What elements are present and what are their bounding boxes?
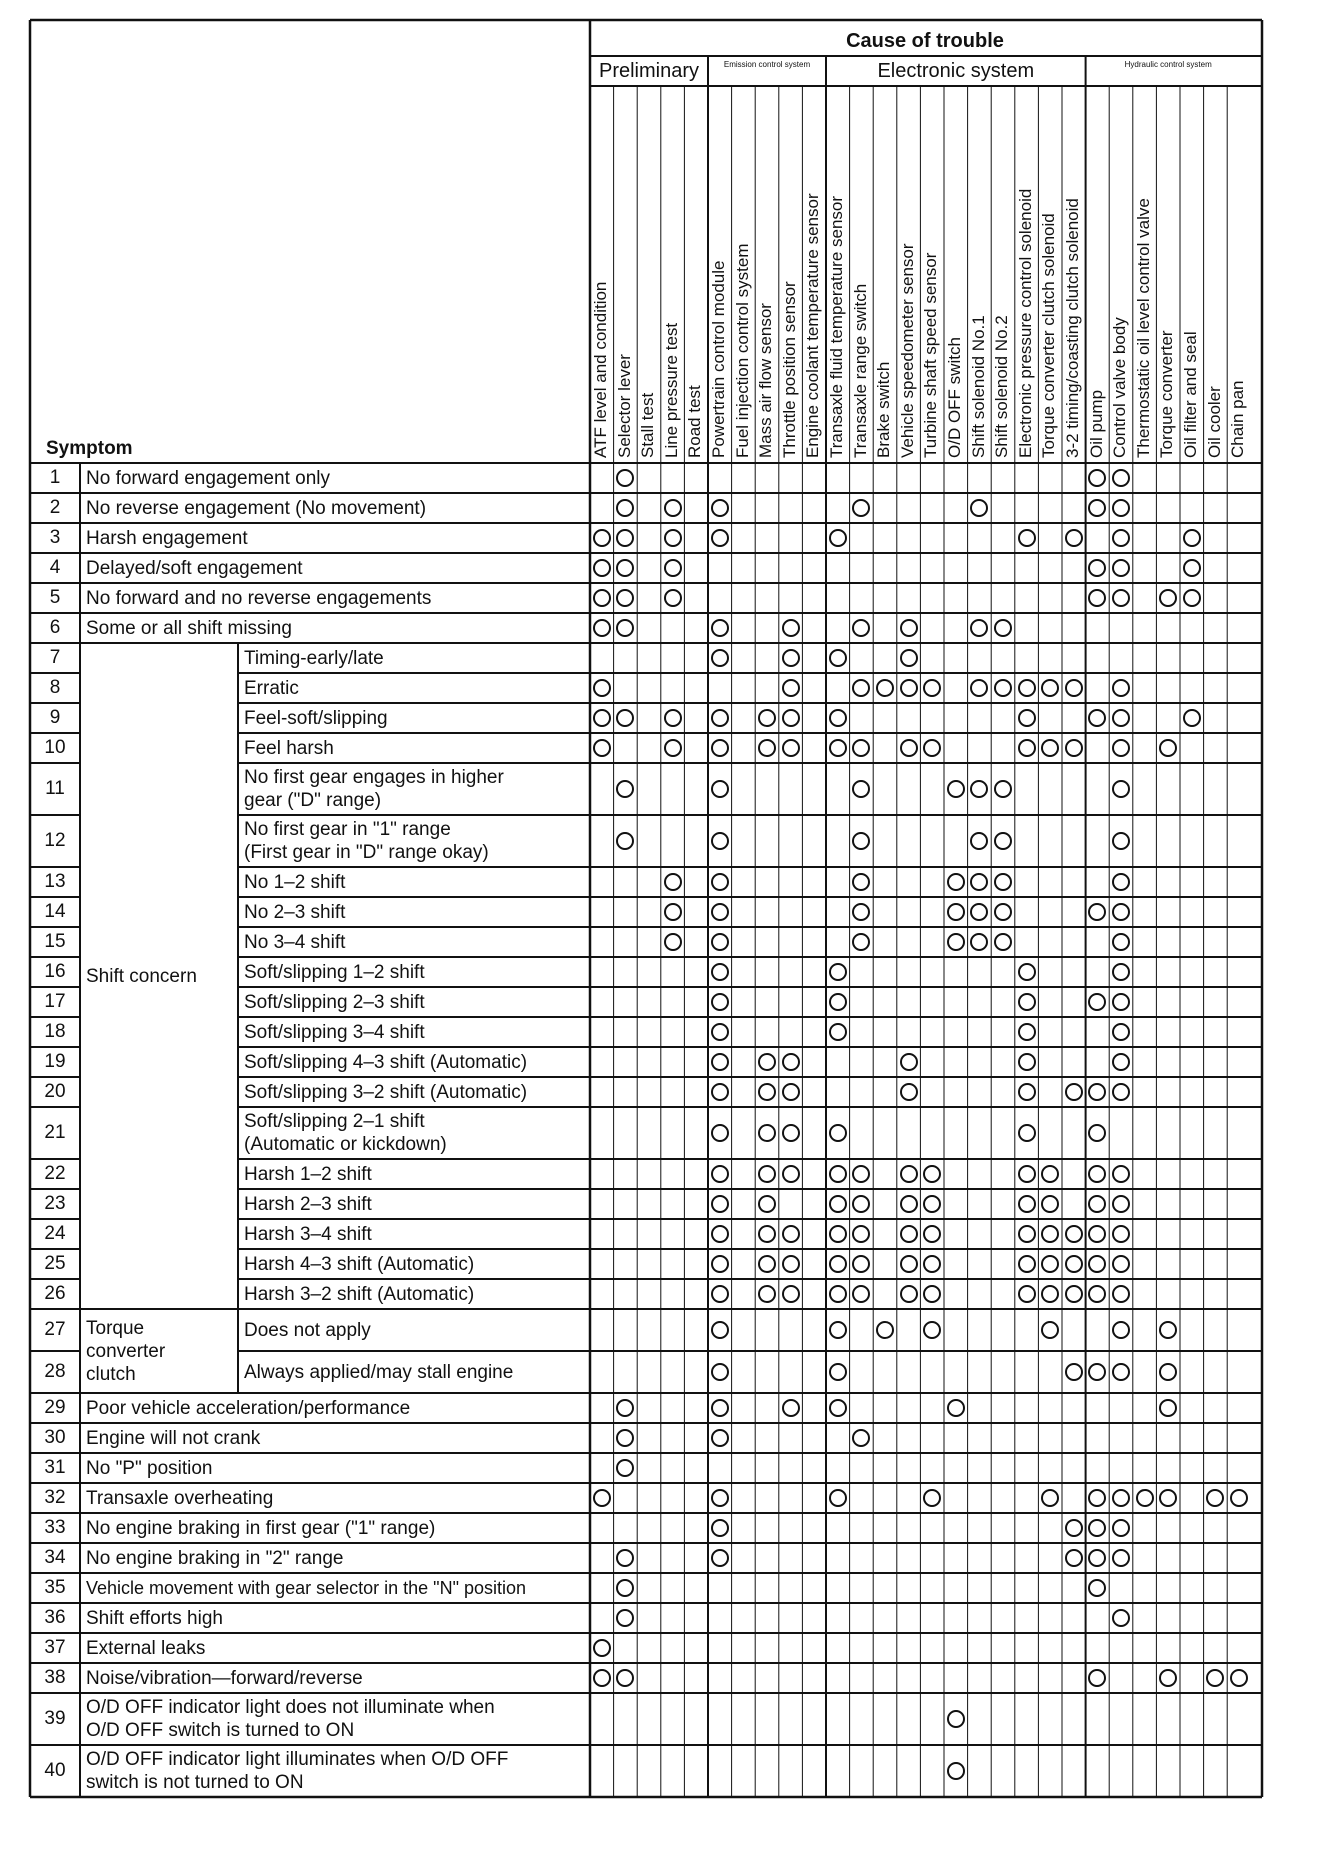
trouble-marker bbox=[758, 1124, 776, 1142]
trouble-marker bbox=[829, 1321, 847, 1339]
trouble-marker bbox=[1112, 933, 1130, 951]
trouble-marker bbox=[1136, 1489, 1154, 1507]
trouble-marker bbox=[782, 1255, 800, 1273]
row-number: 12 bbox=[44, 830, 66, 851]
trouble-marker bbox=[829, 993, 847, 1011]
trouble-marker bbox=[664, 559, 682, 577]
trouble-marker bbox=[900, 1285, 918, 1303]
cause-label: Shift solenoid No.2 bbox=[992, 315, 1012, 458]
symptom-text: Does not apply bbox=[244, 1319, 371, 1341]
trouble-marker bbox=[1018, 1225, 1036, 1243]
row-number: 19 bbox=[44, 1051, 66, 1072]
trouble-marker bbox=[782, 1165, 800, 1183]
group-label: Hydraulic control system bbox=[1124, 60, 1212, 69]
trouble-marker bbox=[900, 1195, 918, 1213]
trouble-marker bbox=[829, 1285, 847, 1303]
trouble-marker bbox=[829, 963, 847, 981]
trouble-marker bbox=[758, 739, 776, 757]
trouble-marker bbox=[664, 933, 682, 951]
trouble-marker bbox=[758, 1165, 776, 1183]
symptom-text: Harsh engagement bbox=[86, 527, 248, 549]
trouble-marker bbox=[1018, 1165, 1036, 1183]
row-number: 25 bbox=[44, 1253, 66, 1274]
trouble-marker bbox=[711, 529, 729, 547]
symptom-text: Erratic bbox=[244, 677, 299, 699]
trouble-marker bbox=[1065, 1549, 1083, 1567]
trouble-marker bbox=[829, 1363, 847, 1381]
trouble-marker bbox=[711, 1321, 729, 1339]
cause-label: Road test bbox=[685, 385, 705, 458]
trouble-marker bbox=[1112, 832, 1130, 850]
trouble-marker bbox=[758, 1083, 776, 1101]
trouble-marker bbox=[593, 1639, 611, 1657]
trouble-marker bbox=[782, 649, 800, 667]
row-number: 37 bbox=[44, 1637, 66, 1658]
trouble-marker bbox=[711, 1363, 729, 1381]
trouble-marker bbox=[947, 1710, 965, 1728]
trouble-marker bbox=[1230, 1489, 1248, 1507]
trouble-marker bbox=[664, 589, 682, 607]
symptom-text: Delayed/soft engagement bbox=[86, 557, 303, 579]
symptom-text: Soft/slipping 1–2 shift bbox=[244, 961, 425, 983]
trouble-marker bbox=[900, 1083, 918, 1101]
trouble-marker bbox=[711, 993, 729, 1011]
row-number: 8 bbox=[49, 677, 61, 698]
trouble-marker bbox=[1183, 529, 1201, 547]
trouble-marker bbox=[1018, 1195, 1036, 1213]
trouble-marker bbox=[1183, 589, 1201, 607]
trouble-marker bbox=[782, 739, 800, 757]
trouble-marker bbox=[664, 529, 682, 547]
row-number: 29 bbox=[44, 1397, 66, 1418]
row-number: 39 bbox=[44, 1708, 66, 1729]
symptom-text: Transaxle overheating bbox=[86, 1487, 274, 1509]
trouble-marker bbox=[1112, 1549, 1130, 1567]
symptom-text: Shift efforts high bbox=[86, 1607, 223, 1629]
trouble-marker bbox=[758, 1225, 776, 1243]
trouble-marker bbox=[829, 1399, 847, 1417]
trouble-marker bbox=[1112, 993, 1130, 1011]
row-number: 24 bbox=[44, 1223, 66, 1244]
trouble-marker bbox=[1112, 1053, 1130, 1071]
trouble-marker bbox=[711, 1429, 729, 1447]
row-number: 1 bbox=[49, 467, 61, 488]
trouble-marker bbox=[711, 1519, 729, 1537]
trouble-marker bbox=[1065, 1519, 1083, 1537]
symptom-text: Noise/vibration—forward/reverse bbox=[86, 1667, 363, 1689]
trouble-marker bbox=[994, 873, 1012, 891]
symptom-text: Soft/slipping 3–4 shift bbox=[244, 1021, 425, 1043]
cause-label: Selector lever bbox=[614, 354, 634, 458]
trouble-marker bbox=[1065, 739, 1083, 757]
trouble-marker bbox=[1018, 679, 1036, 697]
trouble-marker bbox=[711, 1489, 729, 1507]
trouble-marker bbox=[829, 739, 847, 757]
trouble-marker bbox=[1018, 993, 1036, 1011]
trouble-marker bbox=[1112, 1195, 1130, 1213]
trouble-marker bbox=[1112, 903, 1130, 921]
trouble-marker bbox=[1065, 679, 1083, 697]
trouble-marker bbox=[1112, 1023, 1130, 1041]
symptom-text: External leaks bbox=[86, 1637, 206, 1659]
group-label: Electronic system bbox=[877, 60, 1035, 82]
trouble-marker bbox=[994, 832, 1012, 850]
symptom-text: No engine braking in first gear ("1" range) bbox=[86, 1517, 436, 1539]
trouble-marker bbox=[829, 709, 847, 727]
trouble-marker bbox=[664, 739, 682, 757]
trouble-marker bbox=[994, 619, 1012, 637]
trouble-marker bbox=[1112, 1321, 1130, 1339]
trouble-marker bbox=[1018, 529, 1036, 547]
trouble-marker bbox=[829, 529, 847, 547]
trouble-marker bbox=[1112, 529, 1130, 547]
row-number: 33 bbox=[44, 1517, 66, 1538]
trouble-marker bbox=[947, 903, 965, 921]
trouble-marker bbox=[1112, 589, 1130, 607]
trouble-marker bbox=[1065, 1225, 1083, 1243]
trouble-marker bbox=[593, 679, 611, 697]
row-number: 23 bbox=[44, 1193, 66, 1214]
trouble-marker bbox=[782, 1083, 800, 1101]
trouble-marker bbox=[829, 1225, 847, 1243]
trouble-marker bbox=[664, 709, 682, 727]
symptom-text: No 2–3 shift bbox=[244, 901, 346, 923]
cause-label: Engine coolant temperature sensor bbox=[803, 193, 823, 458]
trouble-marker bbox=[711, 1285, 729, 1303]
row-number: 40 bbox=[44, 1760, 66, 1781]
trouble-marker bbox=[664, 499, 682, 517]
trouble-marker bbox=[593, 1669, 611, 1687]
trouble-marker bbox=[1112, 963, 1130, 981]
symptom-text: No 3–4 shift bbox=[244, 931, 346, 953]
trouble-marker bbox=[593, 709, 611, 727]
symptom-text: Harsh 2–3 shift bbox=[244, 1193, 372, 1215]
group-label: Emission control system bbox=[723, 60, 811, 69]
cause-label: Vehicle speedometer sensor bbox=[897, 243, 917, 458]
symptom-text: No "P" position bbox=[86, 1457, 213, 1479]
trouble-marker bbox=[711, 1225, 729, 1243]
trouble-marker bbox=[1018, 739, 1036, 757]
trouble-marker bbox=[711, 499, 729, 517]
symptom-text: Always applied/may stall engine bbox=[244, 1361, 514, 1383]
cause-label: Transaxle range switch bbox=[850, 283, 870, 458]
cause-label: Oil pump bbox=[1086, 389, 1106, 458]
trouble-marker bbox=[711, 780, 729, 798]
trouble-marker bbox=[1112, 1285, 1130, 1303]
cause-label: Oil filter and seal bbox=[1181, 331, 1200, 458]
trouble-marker bbox=[711, 1255, 729, 1273]
trouble-marker bbox=[1112, 1165, 1130, 1183]
symptom-text: Feel-soft/slipping bbox=[244, 707, 388, 729]
cause-label: Electronic pressure control solenoid bbox=[1015, 188, 1035, 458]
symptom-text: No first gear in "1" range (First gear in "D" range okay) bbox=[244, 819, 489, 863]
trouble-marker bbox=[900, 739, 918, 757]
symptom-text: Engine will not crank bbox=[86, 1427, 261, 1449]
trouble-marker bbox=[947, 1399, 965, 1417]
trouble-marker bbox=[1112, 1225, 1130, 1243]
trouble-marker bbox=[1065, 1285, 1083, 1303]
symptom-text: Soft/slipping 2–1 shift (Automatic or kickdown) bbox=[244, 1111, 447, 1155]
symptom-text: O/D OFF indicator light illuminates when O/D OFF switch is not turned to ON bbox=[86, 1749, 509, 1793]
trouble-marker bbox=[1112, 873, 1130, 891]
trouble-marker bbox=[1018, 709, 1036, 727]
symptom-text: Soft/slipping 4–3 shift (Automatic) bbox=[244, 1051, 528, 1073]
symptom-text: Soft/slipping 3–2 shift (Automatic) bbox=[244, 1081, 528, 1103]
row-number: 22 bbox=[44, 1163, 66, 1184]
trouble-marker bbox=[593, 589, 611, 607]
symptom-text: Poor vehicle acceleration/performance bbox=[86, 1397, 411, 1419]
trouble-marker bbox=[782, 1399, 800, 1417]
row-number: 27 bbox=[44, 1319, 66, 1340]
trouble-marker bbox=[1112, 709, 1130, 727]
trouble-marker bbox=[1112, 1489, 1130, 1507]
trouble-marker bbox=[900, 679, 918, 697]
trouble-marker bbox=[782, 619, 800, 637]
trouble-marker bbox=[1065, 529, 1083, 547]
trouble-marker bbox=[758, 709, 776, 727]
cause-label: ATF level and condition bbox=[591, 281, 610, 458]
trouble-marker bbox=[711, 1053, 729, 1071]
trouble-marker bbox=[711, 739, 729, 757]
trouble-marker bbox=[1018, 1053, 1036, 1071]
row-number: 17 bbox=[44, 991, 66, 1012]
trouble-marker bbox=[1230, 1669, 1248, 1687]
trouble-marker bbox=[1112, 1083, 1130, 1101]
trouble-marker bbox=[947, 873, 965, 891]
symptom-text: No first gear engages in higher gear ("D" range) bbox=[244, 767, 504, 811]
cause-label: Thermostatic oil level control valve bbox=[1133, 198, 1153, 458]
trouble-marker bbox=[711, 1399, 729, 1417]
cause-label: Line pressure test bbox=[661, 322, 681, 458]
symptom-text: No forward engagement only bbox=[86, 467, 330, 489]
row-number: 16 bbox=[44, 961, 66, 982]
trouble-marker bbox=[711, 1083, 729, 1101]
trouble-marker bbox=[711, 1195, 729, 1213]
row-number: 18 bbox=[44, 1021, 66, 1042]
trouble-marker bbox=[1065, 1255, 1083, 1273]
row-number: 34 bbox=[44, 1547, 66, 1568]
trouble-marker bbox=[994, 679, 1012, 697]
symptom-text: Timing-early/late bbox=[244, 647, 384, 669]
trouble-marker bbox=[829, 1255, 847, 1273]
category-label: Shift concern bbox=[86, 965, 197, 987]
row-number: 6 bbox=[49, 617, 61, 638]
trouble-marker bbox=[711, 963, 729, 981]
symptom-text: O/D OFF indicator light does not illuminate when O/D OFF switch is turned to ON bbox=[86, 1697, 495, 1741]
trouble-marker bbox=[1112, 679, 1130, 697]
trouble-marker bbox=[664, 903, 682, 921]
group-label: Preliminary bbox=[598, 60, 700, 82]
trouble-marker bbox=[1018, 1083, 1036, 1101]
trouble-marker bbox=[593, 619, 611, 637]
trouble-marker bbox=[994, 780, 1012, 798]
trouble-marker bbox=[1065, 1083, 1083, 1101]
trouble-marker bbox=[1112, 1363, 1130, 1381]
trouble-marker bbox=[829, 1023, 847, 1041]
trouble-marker bbox=[758, 1053, 776, 1071]
row-number: 3 bbox=[49, 527, 61, 548]
trouble-marker bbox=[1112, 559, 1130, 577]
trouble-marker bbox=[711, 873, 729, 891]
symptom-text: Harsh 1–2 shift bbox=[244, 1163, 372, 1185]
trouble-marker bbox=[1065, 1363, 1083, 1381]
trouble-marker bbox=[1018, 1124, 1036, 1142]
trouble-marker bbox=[1112, 1255, 1130, 1273]
row-number: 21 bbox=[44, 1122, 66, 1143]
cause-label: Torque converter bbox=[1157, 330, 1177, 458]
symptom-text: Soft/slipping 2–3 shift bbox=[244, 991, 425, 1013]
symptom-text: No engine braking in "2" range bbox=[86, 1547, 344, 1569]
cause-label: Shift solenoid No.1 bbox=[968, 315, 988, 458]
row-number: 26 bbox=[44, 1283, 66, 1304]
trouble-marker bbox=[1018, 963, 1036, 981]
trouble-marker bbox=[782, 1124, 800, 1142]
cause-label: Mass air flow sensor bbox=[756, 303, 776, 458]
trouble-marker bbox=[782, 1285, 800, 1303]
trouble-marker bbox=[593, 739, 611, 757]
trouble-marker bbox=[900, 1255, 918, 1273]
cause-label: Chain pan bbox=[1228, 380, 1248, 458]
trouble-marker bbox=[1112, 499, 1130, 517]
row-number: 36 bbox=[44, 1607, 66, 1628]
trouble-marker bbox=[947, 1762, 965, 1780]
trouble-marker bbox=[593, 1489, 611, 1507]
trouble-marker bbox=[900, 619, 918, 637]
trouble-marker bbox=[711, 832, 729, 850]
symptom-header: Symptom bbox=[46, 438, 133, 459]
trouble-marker bbox=[758, 1285, 776, 1303]
trouble-marker bbox=[782, 1053, 800, 1071]
cause-label: Throttle position sensor bbox=[779, 281, 799, 458]
row-number: 30 bbox=[44, 1427, 66, 1448]
symptom-text: Some or all shift missing bbox=[86, 617, 292, 639]
trouble-marker bbox=[711, 1165, 729, 1183]
trouble-marker bbox=[1183, 559, 1201, 577]
row-number: 20 bbox=[44, 1081, 66, 1102]
symptom-text: No reverse engagement (No movement) bbox=[86, 497, 427, 519]
trouble-marker bbox=[994, 903, 1012, 921]
cause-label: Control valve body bbox=[1110, 317, 1130, 458]
cause-label: Powertrain control module bbox=[709, 260, 728, 458]
symptom-text: Vehicle movement with gear selector in the "N" position bbox=[86, 1577, 526, 1598]
trouble-marker bbox=[829, 1124, 847, 1142]
row-number: 10 bbox=[44, 737, 66, 758]
cause-label: Stall test bbox=[638, 392, 658, 458]
symptom-text: No forward and no reverse engagements bbox=[86, 587, 432, 609]
trouble-marker bbox=[1112, 739, 1130, 757]
trouble-marker bbox=[782, 709, 800, 727]
row-number: 35 bbox=[44, 1577, 66, 1598]
trouble-marker bbox=[711, 903, 729, 921]
row-number: 4 bbox=[49, 557, 61, 578]
cause-label: Fuel injection control system bbox=[732, 243, 752, 458]
trouble-marker bbox=[1018, 1285, 1036, 1303]
trouble-marker bbox=[711, 933, 729, 951]
symptom-text: Harsh 3–2 shift (Automatic) bbox=[244, 1283, 475, 1305]
trouble-marker bbox=[829, 1195, 847, 1213]
trouble-marker bbox=[1112, 469, 1130, 487]
row-number: 15 bbox=[44, 931, 66, 952]
row-number: 9 bbox=[49, 707, 61, 728]
trouble-marker bbox=[593, 559, 611, 577]
row-number: 31 bbox=[44, 1457, 66, 1478]
trouble-marker bbox=[711, 1124, 729, 1142]
trouble-marker bbox=[876, 1321, 894, 1339]
trouble-marker bbox=[947, 933, 965, 951]
cause-label: Turbine shaft speed sensor bbox=[921, 252, 941, 458]
trouble-marker bbox=[711, 649, 729, 667]
cause-label: Transaxle fluid temperature sensor bbox=[827, 195, 846, 458]
cause-label: O/D OFF switch bbox=[945, 337, 964, 458]
trouble-marker bbox=[711, 1549, 729, 1567]
trouble-marker bbox=[711, 619, 729, 637]
trouble-marker bbox=[900, 649, 918, 667]
symptom-text: Feel harsh bbox=[244, 737, 334, 759]
symptom-text: Harsh 4–3 shift (Automatic) bbox=[244, 1253, 475, 1275]
trouble-marker bbox=[664, 873, 682, 891]
cause-label: Brake switch bbox=[874, 361, 894, 458]
row-number: 7 bbox=[49, 647, 61, 668]
symptom-text: No 1–2 shift bbox=[244, 871, 346, 893]
trouble-marker bbox=[947, 780, 965, 798]
symptom-text: Harsh 3–4 shift bbox=[244, 1223, 372, 1245]
trouble-marker bbox=[1112, 780, 1130, 798]
trouble-marker bbox=[900, 1225, 918, 1243]
row-number: 13 bbox=[44, 871, 66, 892]
row-number: 5 bbox=[49, 587, 61, 608]
trouble-marker bbox=[782, 679, 800, 697]
trouble-marker bbox=[758, 1255, 776, 1273]
trouble-marker bbox=[829, 1165, 847, 1183]
row-number: 2 bbox=[49, 497, 61, 518]
row-number: 32 bbox=[44, 1487, 66, 1508]
trouble-marker bbox=[1018, 1023, 1036, 1041]
trouble-marker bbox=[1112, 1519, 1130, 1537]
trouble-marker bbox=[758, 1195, 776, 1213]
trouble-marker bbox=[711, 709, 729, 727]
row-number: 28 bbox=[44, 1361, 66, 1382]
trouble-marker bbox=[593, 529, 611, 547]
trouble-marker bbox=[900, 1053, 918, 1071]
trouble-marker bbox=[782, 1225, 800, 1243]
row-number: 14 bbox=[44, 901, 66, 922]
trouble-marker bbox=[876, 679, 894, 697]
trouble-marker bbox=[994, 933, 1012, 951]
trouble-marker bbox=[1112, 1609, 1130, 1627]
cause-of-trouble-title: Cause of trouble bbox=[846, 30, 1004, 52]
trouble-marker bbox=[1018, 1255, 1036, 1273]
row-number: 11 bbox=[45, 778, 65, 799]
trouble-marker bbox=[1183, 709, 1201, 727]
trouble-marker bbox=[900, 1165, 918, 1183]
trouble-marker bbox=[829, 1489, 847, 1507]
cause-label: Oil cooler bbox=[1204, 386, 1224, 458]
cause-label: 3-2 timing/coasting clutch solenoid bbox=[1063, 198, 1082, 458]
trouble-marker bbox=[829, 649, 847, 667]
row-number: 38 bbox=[44, 1667, 66, 1688]
trouble-marker bbox=[711, 1023, 729, 1041]
cause-label: Torque converter clutch solenoid bbox=[1039, 213, 1059, 458]
category-label: Torque converter clutch bbox=[86, 1317, 166, 1385]
